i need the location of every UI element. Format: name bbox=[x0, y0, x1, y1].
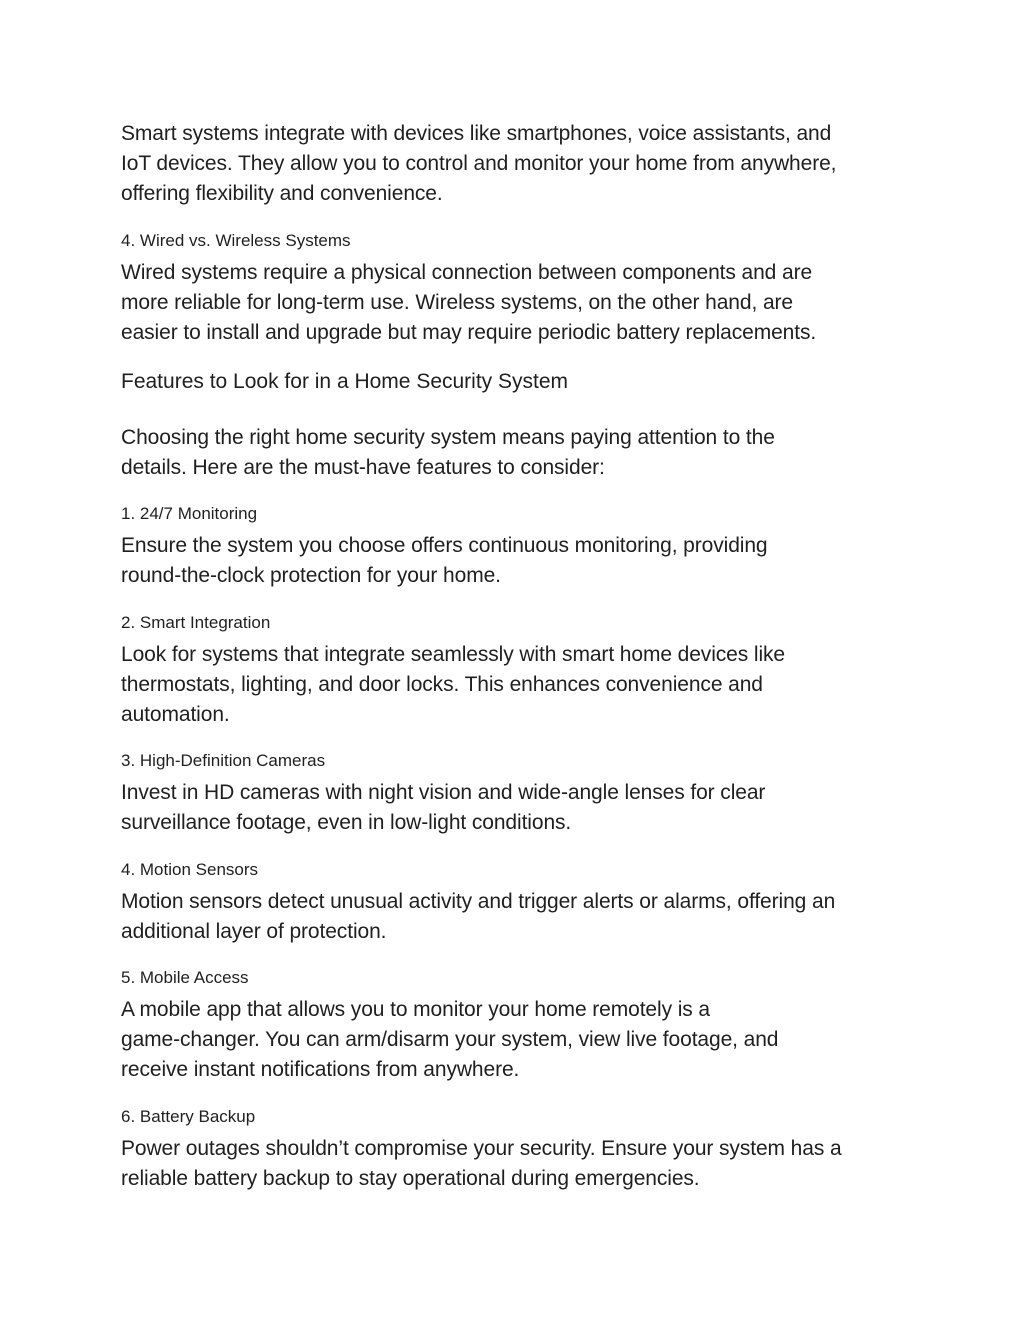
feature-text-smart-integration: Look for systems that integrate seamlessly with smart home devices like thermostats, lighting, and door locks. This enhances convenience and automation. bbox=[121, 643, 785, 726]
feature-text-hd-cameras: Invest in HD cameras with night vision and wide-angle lenses for clear surveillance footage, even in low-light conditions. bbox=[121, 781, 766, 834]
feature-text-mobile-access: A mobile app that allows you to monitor your home remotely is a game-changer. You can arm/disarm your system, view live footage, and receive instant notifications from anywhere. bbox=[121, 998, 779, 1081]
feature-heading-mobile-access: 5. Mobile Access bbox=[121, 968, 249, 987]
wired-wireless-paragraph: Wired systems require a physical connection between components and are more reliable for long-term use. Wireless systems, on the other hand, are easier to install and upgrade but may require periodic battery replacements. bbox=[121, 261, 817, 344]
intro-paragraph: Smart systems integrate with devices like smartphones, voice assistants, and IoT devices. They allow you to control and monitor your home from anywhere, offering flexibility and convenience. bbox=[121, 122, 837, 205]
feature-text-monitoring: Ensure the system you choose offers continuous monitoring, providing round-the-clock protection for your home. bbox=[121, 534, 768, 587]
feature-text-battery-backup: Power outages shouldn’t compromise your security. Ensure your system has a reliable battery backup to stay operational during emergencies. bbox=[121, 1137, 842, 1190]
features-section-heading: Features to Look for in a Home Security System bbox=[121, 370, 569, 393]
feature-heading-monitoring: 1. 24/7 Monitoring bbox=[121, 504, 258, 523]
features-intro-paragraph: Choosing the right home security system means paying attention to the details. Here are the must-have features to consider: bbox=[121, 426, 775, 479]
feature-heading-motion-sensors: 4. Motion Sensors bbox=[121, 860, 259, 879]
feature-text-motion-sensors: Motion sensors detect unusual activity and trigger alerts or alarms, offering an additional layer of protection. bbox=[121, 890, 836, 943]
feature-heading-smart-integration: 2. Smart Integration bbox=[121, 613, 271, 632]
feature-heading-hd-cameras: 3. High-Definition Cameras bbox=[121, 751, 326, 770]
wired-wireless-heading: 4. Wired vs. Wireless Systems bbox=[121, 231, 351, 250]
feature-heading-battery-backup: 6. Battery Backup bbox=[121, 1107, 256, 1126]
